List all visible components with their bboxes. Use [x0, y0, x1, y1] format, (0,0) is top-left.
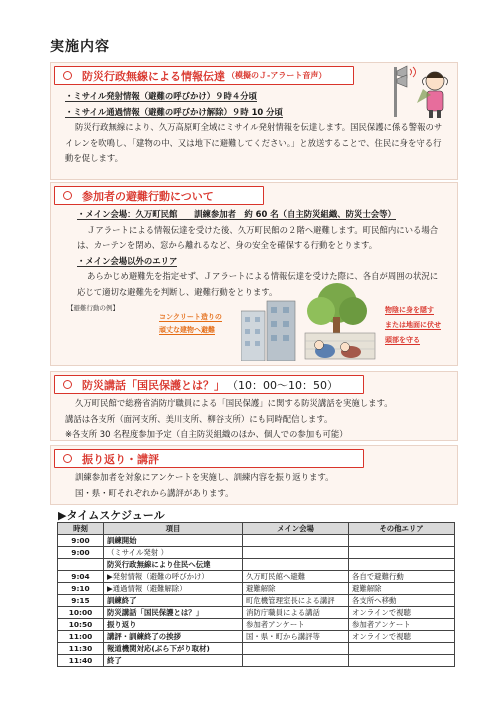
cell-item: ▶発射情報（避難の呼びかけ）: [104, 571, 243, 583]
circle-icon: [63, 191, 72, 200]
cell-time: 9:04: [58, 571, 104, 583]
section-header: [54, 186, 264, 205]
example-tag: 【避難行動の例】: [67, 304, 119, 312]
cell-time: 9:15: [58, 595, 104, 607]
section-review: [50, 445, 458, 505]
table-row: [58, 559, 455, 571]
review-line-1: 訓練参加者を対象にアンケートを実施し、訓練内容を振り返ります。: [75, 472, 334, 482]
cell-time: 9:00: [58, 547, 104, 559]
table-row: [58, 643, 455, 655]
header-main: メイン会場: [243, 523, 349, 535]
circle-icon: [63, 454, 72, 463]
cell-main: 久万町民館へ避難: [243, 571, 349, 583]
cell-other: [349, 559, 455, 571]
bullet-other-area: ・メイン会場以外のエリア: [77, 255, 178, 266]
cell-item: 報道機関対応(ぶら下がり取材): [104, 643, 243, 655]
section-radio-alert: [50, 62, 458, 180]
section-title: 振り返り・講評: [82, 452, 159, 466]
circle-icon: [63, 380, 72, 389]
section-title: 防災行政無線による情報伝達: [82, 69, 225, 83]
header-item: 項目: [104, 523, 243, 535]
main-venue-body: Ｊアラートによる情報伝達を受けた後、久万町民館の２階へ避難します。町民館内にいる場合は、カーテンを閉め、窓から離れるなど、身の安全を確保する行動をとります。: [77, 224, 439, 250]
section-lecture: [50, 371, 458, 441]
cell-item: ▶通過情報（避難解除）: [104, 583, 243, 595]
cell-main: 避難解除: [243, 583, 349, 595]
schedule-table: [57, 522, 455, 667]
section-title: 防災講話「国民保護とは？」: [82, 378, 225, 392]
cell-item: 防災講話「国民保護とは？」: [104, 607, 243, 619]
cell-time: 9:00: [58, 535, 104, 547]
header-time: 時刻: [58, 523, 104, 535]
cell-main: 町危機管理室長による講評: [243, 595, 349, 607]
cell-other: オンラインで視聴: [349, 631, 455, 643]
bullet-launch: ・ミサイル発射情報（避難の呼びかけ）９時４分頃: [65, 91, 258, 101]
circle-icon: [63, 71, 72, 80]
cell-item: 講評・訓練終了の挨拶: [104, 631, 243, 643]
cell-main: 国・県・町から講評等: [243, 631, 349, 643]
section-time: （10：00〜10：50）: [227, 378, 338, 392]
table-row: [58, 535, 455, 547]
cell-time: 11:00: [58, 631, 104, 643]
bullet-pass: ・ミサイル通過情報（避難の呼びかけ解除）９時 10 分頃: [65, 106, 283, 117]
section-evacuation: [50, 182, 458, 366]
cell-item: 防災行政無線により住民へ伝達: [104, 559, 243, 571]
cell-time: [58, 559, 104, 571]
table-row: [58, 571, 455, 583]
review-line-2: 国・県・町それぞれから講評があります。: [75, 487, 234, 498]
cell-time: 9:10: [58, 583, 104, 595]
cell-other: [349, 547, 455, 559]
section-header: [54, 66, 354, 85]
cell-other: オンラインで視聴: [349, 607, 455, 619]
table-row: [58, 595, 455, 607]
table-row: [58, 631, 455, 643]
section-subtitle: （模擬のＪ-アラート音声）: [227, 71, 327, 80]
cell-main: [243, 535, 349, 547]
cell-other: 避難解除: [349, 583, 455, 595]
cell-item: 訓練開始: [104, 535, 243, 547]
table-row: [58, 547, 455, 559]
table-row: [58, 607, 455, 619]
cell-time: 11:30: [58, 643, 104, 655]
cell-main: [243, 655, 349, 667]
section-title: 参加者の避難行動について: [82, 189, 214, 203]
evacuation-illustration: [241, 281, 381, 361]
lecture-line-1: 久万町民館で総務省消防庁職員による「国民保護」に関する防災講話を実施します。: [75, 398, 393, 408]
cell-item: 振り返り: [104, 619, 243, 631]
cell-main: [243, 547, 349, 559]
table-row: [58, 655, 455, 667]
cell-main: [243, 643, 349, 655]
cell-other: [349, 535, 455, 547]
cell-item: 終了: [104, 655, 243, 667]
cell-item: 訓練終了: [104, 595, 243, 607]
cell-other: 各自で避難行動: [349, 571, 455, 583]
other-area-body: あらかじめ避難先を指定せず、Ｊアラートによる情報伝達を受けた際に、各自が周囲の状況に応じて適切な避難先を判断し、避難行動をとります。: [77, 271, 439, 297]
loudspeaker-person-illustration: [391, 63, 455, 121]
page-title: 実施内容: [50, 39, 110, 55]
schedule-header-row: [58, 523, 455, 535]
cell-item: （ミサイル発射 ）: [104, 547, 243, 559]
section-header: [54, 449, 364, 468]
take-cover-label: 物陰に身を隠す または地面に伏せ 頭部を守る: [385, 306, 441, 344]
cell-other: 各支所へ移動: [349, 595, 455, 607]
table-row: [58, 583, 455, 595]
lecture-line-2: 講話は各支所（面河支所、美川支所、柳谷支所）にも同時配信します。: [65, 413, 333, 424]
table-row: [58, 619, 455, 631]
cell-main: 消防庁職員による講話: [243, 607, 349, 619]
section-body: 防災行政無線により、久万高原町全域にミサイル発射情報を伝達します。国民保護に係る警報のサイレンを吹鳴し、「建物の中、又は地下に避難してください。」と放送することで、住民に身を守る行動を促します。: [65, 122, 443, 163]
cell-time: 10:50: [58, 619, 104, 631]
concrete-building-label: コンクリート造りの 頑丈な建物へ避難: [159, 313, 222, 334]
cell-time: 11:40: [58, 655, 104, 667]
cell-other: [349, 655, 455, 667]
cell-main: 参加者アンケート: [243, 619, 349, 631]
cell-main: [243, 559, 349, 571]
lecture-line-3: ※各支所 30 名程度参加予定（自主防災組織のほか、個人での参加も可能）: [65, 429, 348, 439]
bullet-main-venue: ・メイン会場：久万町民館 訓練参加者 約 60 名（自主防災組織、防災士会等）: [77, 209, 396, 219]
cell-other: 参加者アンケート: [349, 619, 455, 631]
cell-other: [349, 643, 455, 655]
cell-time: 10:00: [58, 607, 104, 619]
section-header: [54, 375, 364, 394]
schedule-title: ▶タイムスケジュール: [58, 509, 165, 522]
header-other: その他エリア: [349, 523, 455, 535]
